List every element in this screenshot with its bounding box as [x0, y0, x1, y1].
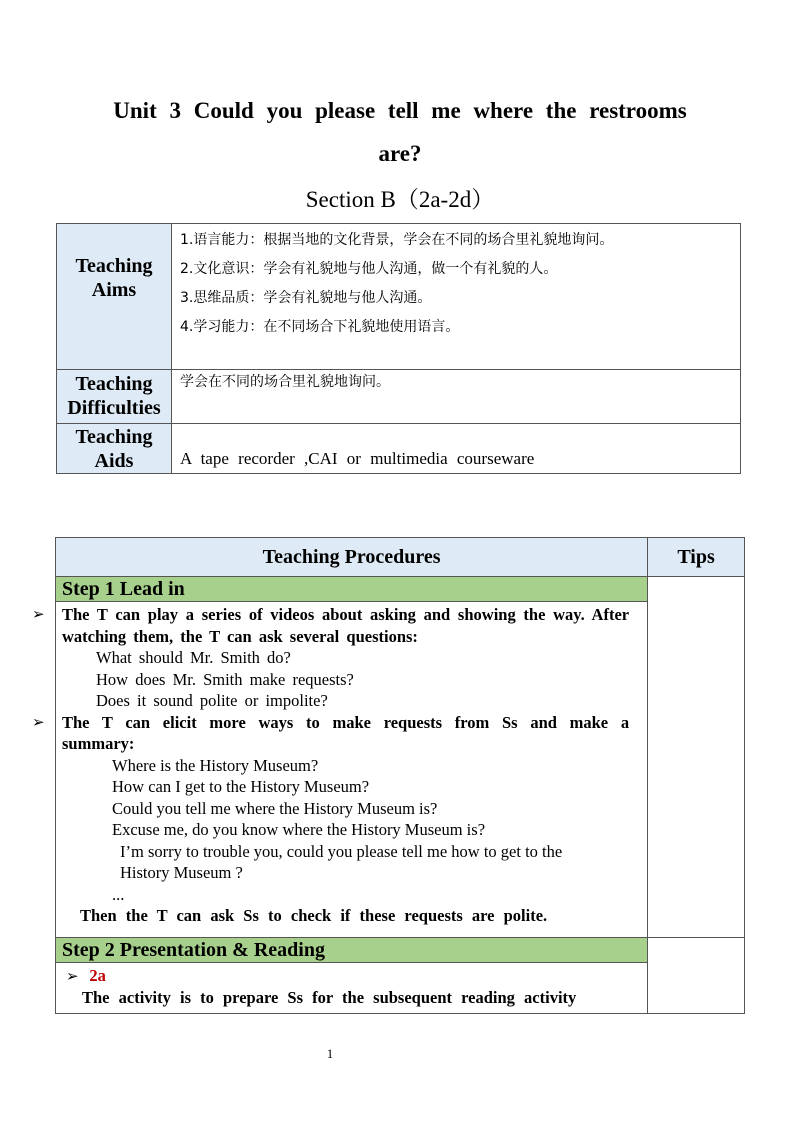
step2-sub-label: 2a	[89, 965, 106, 985]
teaching-aims-list	[172, 224, 741, 370]
step1-bullet1-text: The T can play a series of videos about asking and showing the way. After watching them, the T can ask several questions:	[62, 605, 630, 646]
aim-item: 3.思维品质：学会有礼貌地与他人沟通。	[180, 290, 432, 306]
step2-title: Step 2 Presentation & Reading	[56, 938, 647, 962]
arrow-bullet-icon: ➢	[32, 605, 45, 623]
teaching-difficulties-text: 学会在不同的场合里礼貌地询问。	[172, 370, 741, 424]
request-item: How can I get to the History Museum?	[112, 777, 370, 796]
question-item: Does it sound polite or impolite?	[96, 691, 328, 710]
step1-tips-cell	[648, 577, 745, 938]
step1-cell	[32, 577, 648, 938]
step2-cell	[56, 937, 648, 1013]
teaching-aims-label-line2: Aims	[91, 278, 137, 301]
step2-text: The activity is to prepare Ss for the subsequent reading activity	[82, 987, 577, 1007]
teaching-aids-label	[57, 424, 172, 474]
list-item	[32, 712, 630, 755]
aids-label-line2: Aids	[94, 450, 134, 472]
request-item: Excuse me, do you know where the History Museum is?	[112, 820, 486, 839]
page-number: 1	[326, 1046, 334, 1061]
request-item: Where is the History Museum?	[112, 755, 319, 775]
request-item-continued: History Museum ?	[120, 863, 243, 882]
step1-closing: Then the T can ask Ss to check if these requests are polite.	[80, 906, 548, 925]
teaching-procedures-table	[32, 537, 745, 1014]
document-title-line2: are?	[378, 141, 422, 166]
step1-bullet2-text: The T can elicit more ways to make requests from Ss and make a summary:	[62, 712, 630, 753]
list-item	[32, 604, 630, 647]
teaching-info-table	[56, 223, 741, 474]
step2-body	[56, 962, 647, 1013]
question-item: What should Mr. Smith do?	[96, 648, 291, 667]
aim-item: 4.学习能力：在不同场合下礼貌地使用语言。	[180, 319, 460, 335]
teaching-aims-label	[57, 224, 172, 370]
request-item: I’m sorry to trouble you, could you please tell me how to get to the	[120, 841, 563, 861]
ellipsis: ...	[112, 884, 125, 904]
tips-header: Tips	[648, 538, 745, 577]
document-title-line1: Unit 3 Could you please tell me where the restrooms	[113, 98, 687, 123]
teaching-aids-text: A tape recorder ,CAI or multimedia courseware	[172, 424, 741, 474]
request-item: Could you tell me where the History Museum is?	[112, 798, 438, 818]
step2-tips-cell	[648, 937, 745, 1013]
procedures-header: Teaching Procedures	[56, 538, 648, 577]
step1-title: Step 1 Lead in	[56, 577, 647, 601]
aids-label-line1: Teaching	[75, 426, 153, 448]
step1-body	[32, 601, 647, 937]
section-subtitle: Section B（2a-2d）	[305, 187, 495, 212]
arrow-bullet-icon: ➢	[66, 966, 84, 985]
difficulties-label-line2: Difficulties	[67, 397, 161, 419]
difficulties-label-line1: Teaching	[75, 373, 153, 395]
teaching-difficulties-label	[57, 370, 172, 424]
aim-item: 1.语言能力：根据当地的文化背景，学会在不同的场合里礼貌地询问。	[180, 232, 614, 248]
step2-sub-heading	[62, 965, 637, 987]
teaching-aims-label-line1: Teaching	[75, 254, 153, 277]
aim-item: 2.文化意识：学会有礼貌地与他人沟通，做一个有礼貌的人。	[180, 261, 558, 277]
arrow-bullet-icon: ➢	[32, 712, 45, 731]
question-item: How does Mr. Smith make requests?	[96, 669, 354, 689]
